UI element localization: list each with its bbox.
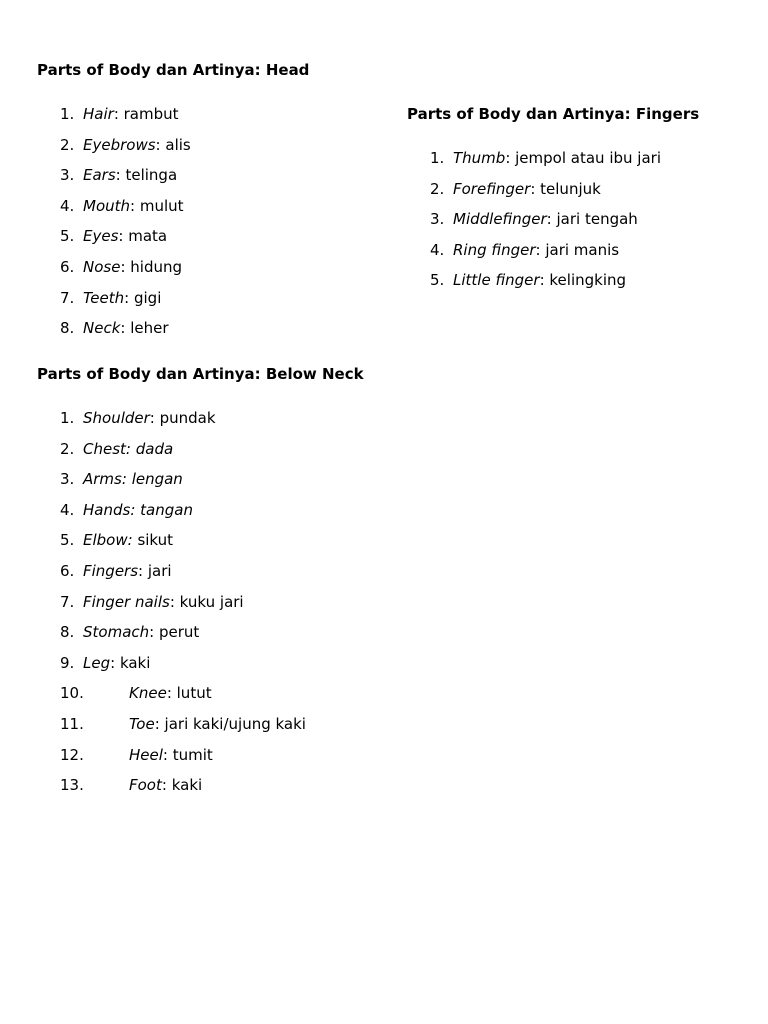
list-item xyxy=(60,105,309,136)
item-separator: : xyxy=(124,288,134,307)
list-item xyxy=(60,166,309,197)
item-separator: : xyxy=(169,592,180,611)
item-term: Finger nails xyxy=(83,592,170,611)
list-item xyxy=(60,258,309,289)
item-term: Foot xyxy=(129,776,162,795)
item-meaning: lengan xyxy=(131,470,183,489)
item-number: 7. xyxy=(60,592,75,611)
item-term: Ring finger xyxy=(453,240,536,259)
item-meaning: kuku jari xyxy=(179,592,244,611)
list-item xyxy=(60,501,364,532)
list-item xyxy=(60,623,364,654)
list-item xyxy=(60,654,364,685)
item-separator: : xyxy=(155,135,166,154)
item-separator: : xyxy=(125,439,136,458)
list-item xyxy=(60,715,364,746)
item-term: Middlefinger xyxy=(453,210,547,229)
item-separator: : xyxy=(546,210,557,229)
item-number: 2. xyxy=(60,439,75,458)
item-meaning: hidung xyxy=(130,257,183,276)
item-term: Elbow xyxy=(83,531,128,550)
item-separator: : xyxy=(127,531,138,550)
item-meaning: sikut xyxy=(137,531,174,550)
item-meaning: jari xyxy=(147,561,172,580)
heading-head: Parts of Body dan Artinya: Head xyxy=(37,61,310,79)
item-term: Stomach xyxy=(83,623,150,642)
item-term: Heel xyxy=(129,745,163,764)
item-meaning: tangan xyxy=(140,500,193,519)
item-meaning: jari manis xyxy=(545,240,620,259)
list-item xyxy=(60,227,309,258)
item-term: Eyebrows xyxy=(83,135,156,154)
item-separator: : xyxy=(154,714,165,733)
item-separator: : xyxy=(149,409,160,427)
item-number: 4. xyxy=(60,196,75,215)
list-item xyxy=(430,149,699,180)
item-separator: : xyxy=(535,240,546,259)
list-item xyxy=(60,746,364,777)
item-separator: : xyxy=(138,561,148,580)
heading-fingers: Parts of Body dan Artinya: Fingers xyxy=(407,105,700,123)
item-number: 13. xyxy=(60,776,84,795)
item-separator: : xyxy=(505,149,516,167)
list-item xyxy=(430,210,699,241)
item-separator: : xyxy=(530,179,541,198)
item-number: 1. xyxy=(430,149,445,167)
list-item xyxy=(60,409,364,440)
item-term: Nose xyxy=(83,257,121,276)
item-separator: : xyxy=(120,257,131,276)
item-number: 6. xyxy=(60,561,75,580)
item-number: 2. xyxy=(430,179,445,198)
item-number: 7. xyxy=(60,288,75,307)
item-separator: : xyxy=(161,776,172,795)
item-separator: : xyxy=(149,623,159,642)
item-meaning: jari tengah xyxy=(556,210,638,229)
item-meaning: telinga xyxy=(125,166,178,185)
list-below-neck xyxy=(60,409,364,807)
item-meaning: leher xyxy=(130,319,169,338)
item-term: Ears xyxy=(83,166,116,185)
item-number: 5. xyxy=(430,271,445,290)
item-term: Chest xyxy=(83,439,126,458)
list-fingers xyxy=(430,149,699,302)
item-term: Toe xyxy=(129,714,155,733)
item-term: Little finger xyxy=(453,271,540,290)
item-number: 3. xyxy=(430,210,445,229)
item-separator: : xyxy=(130,500,141,519)
list-item xyxy=(60,684,364,715)
item-term: Shoulder xyxy=(83,409,150,427)
item-meaning: mulut xyxy=(139,196,184,215)
item-meaning: perut xyxy=(158,623,200,642)
item-term: Fingers xyxy=(83,561,139,580)
item-term: Neck xyxy=(83,319,121,338)
list-item xyxy=(60,562,364,593)
item-number: 8. xyxy=(60,319,75,338)
item-number: 6. xyxy=(60,257,75,276)
item-meaning: telunjuk xyxy=(540,179,601,198)
section-fingers xyxy=(407,105,699,302)
item-number: 1. xyxy=(60,409,75,427)
list-item xyxy=(60,593,364,624)
list-item xyxy=(60,136,309,167)
section-head xyxy=(37,61,309,350)
list-item xyxy=(60,197,309,228)
item-meaning: rambut xyxy=(123,105,179,123)
item-number: 9. xyxy=(60,653,75,672)
item-number: 12. xyxy=(60,745,84,764)
item-separator: : xyxy=(115,166,126,185)
item-number: 5. xyxy=(60,227,75,246)
item-number: 5. xyxy=(60,531,75,550)
item-number: 4. xyxy=(430,240,445,259)
list-item xyxy=(430,271,699,302)
item-separator: : xyxy=(539,271,550,290)
item-meaning: pundak xyxy=(159,409,216,427)
list-item xyxy=(60,289,309,320)
item-term: Leg xyxy=(83,653,111,672)
list-item xyxy=(60,470,364,501)
item-number: 3. xyxy=(60,470,75,489)
heading-below-neck: Parts of Body dan Artinya: Below Neck xyxy=(37,365,364,383)
item-separator: : xyxy=(113,105,124,123)
list-item xyxy=(60,531,364,562)
list-item xyxy=(60,440,364,471)
item-number: 3. xyxy=(60,166,75,185)
item-meaning: dada xyxy=(135,439,174,458)
item-term: Knee xyxy=(129,684,167,703)
item-separator: : xyxy=(166,684,177,703)
item-number: 2. xyxy=(60,135,75,154)
item-meaning: kaki xyxy=(119,653,151,672)
item-term: Thumb xyxy=(453,149,506,167)
item-term: Teeth xyxy=(83,288,125,307)
list-item xyxy=(60,776,364,807)
list-item xyxy=(430,241,699,272)
item-meaning: kelingking xyxy=(549,271,627,290)
item-number: 10. xyxy=(60,684,84,703)
item-number: 8. xyxy=(60,623,75,642)
item-term: Arms xyxy=(83,470,122,489)
item-meaning: gigi xyxy=(133,288,162,307)
item-meaning: jari kaki/ujung kaki xyxy=(164,714,306,733)
item-meaning: mata xyxy=(128,227,168,246)
section-below-neck xyxy=(37,365,364,807)
list-item xyxy=(430,180,699,211)
item-separator: : xyxy=(162,745,173,764)
item-separator: : xyxy=(121,470,132,489)
item-number: 1. xyxy=(60,105,75,123)
item-separator: : xyxy=(120,319,131,338)
item-meaning: jempol atau ibu jari xyxy=(515,149,661,167)
item-term: Hands xyxy=(83,500,131,519)
item-separator: : xyxy=(130,196,140,215)
item-separator: : xyxy=(110,653,120,672)
item-meaning: kaki xyxy=(171,776,203,795)
item-separator: : xyxy=(118,227,129,246)
item-term: Hair xyxy=(83,105,114,123)
item-number: 4. xyxy=(60,500,75,519)
item-meaning: lutut xyxy=(176,684,212,703)
list-head xyxy=(60,105,309,350)
item-number: 11. xyxy=(60,714,84,733)
item-term: Eyes xyxy=(83,227,119,246)
item-meaning: tumit xyxy=(172,745,213,764)
item-meaning: alis xyxy=(165,135,191,154)
item-term: Mouth xyxy=(83,196,131,215)
list-item xyxy=(60,319,309,350)
item-term: Forefinger xyxy=(453,179,531,198)
